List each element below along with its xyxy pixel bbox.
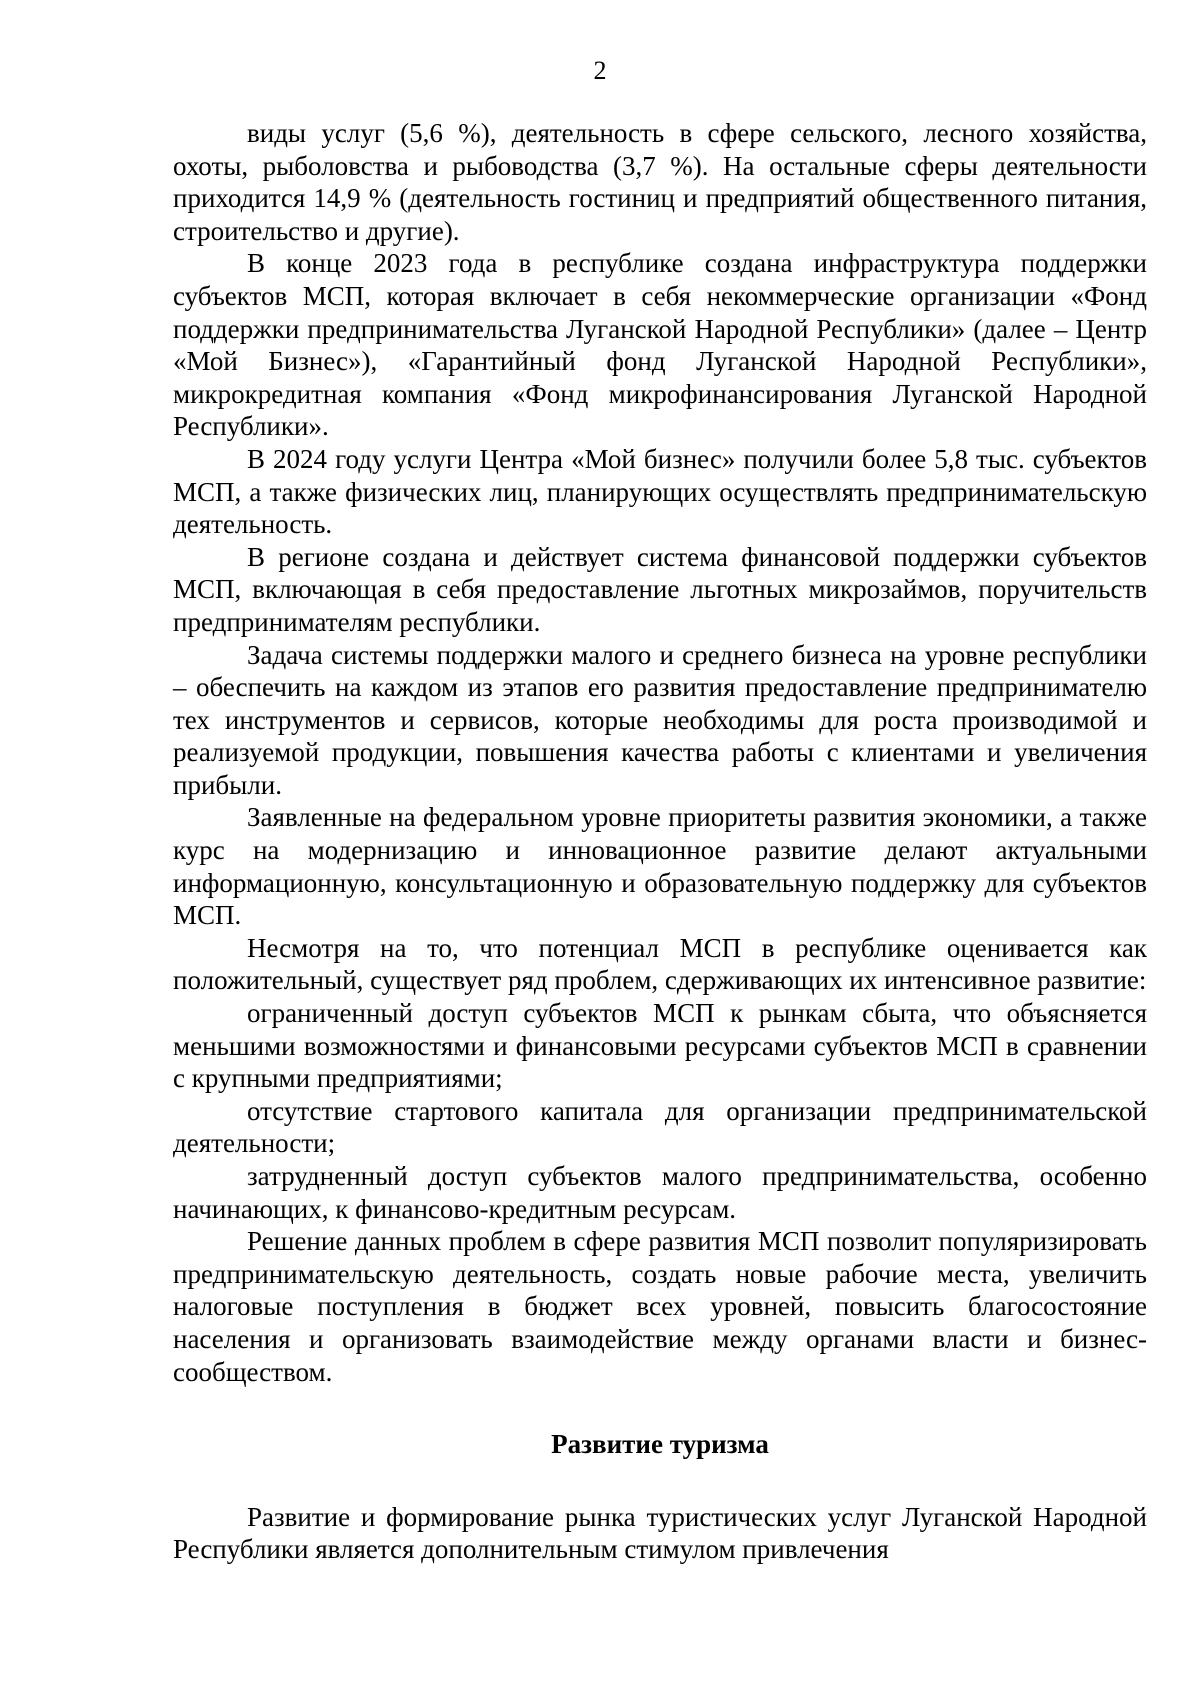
page-number: 2 (593, 56, 607, 85)
paragraph: Заявленные на федеральном уровне приоритеты развития экономики, а также курс на модернизацию и инновационное развитие делают актуальными информационную, консультационную и образовательную поддержку для субъектов МСП. (173, 802, 1147, 931)
section-heading: Развитие туризма (551, 1429, 769, 1460)
paragraph: В регионе создана и действует система финансовой поддержки субъектов МСП, включающая в себя предоставление льготных микрозаймов, поручительств предпринимателям республики. (173, 541, 1147, 637)
list-item: отсутствие стартового капитала для организации предпринимательской деятельности; (173, 1095, 1147, 1159)
document-body (173, 117, 1147, 1566)
paragraph: Решение данных проблем в сфере развития МСП позволит популяризировать предпринимательскую деятельность, создать новые рабочие места, увеличить налоговые поступления в бюджет всех уровней, повысить благосостояние населения и организовать взаимодействие между органами власти и бизнес-сообществом. (173, 1226, 1147, 1387)
paragraph: Задача системы поддержки малого и среднего бизнеса на уровне республики – обеспечить на каждом из этапов его развития предоставление предпринимателю тех инструментов и сервисов, которые необходимы для роста производимой и реализуемой продукции, повышения качества работы с клиентами и увеличения прибыли. (173, 639, 1147, 800)
paragraph: В конце 2023 года в республике создана инфраструктура поддержки субъектов МСП, которая включает в себя некоммерческие организации «Фонд поддержки предпринимательства Луганской Народной Республики» (далее – Центр «Мой Бизнес»), «Гарантийный фонд Луганской Народной Республики», микрокредитная компания «Фонд микрофинансирования Луганской Народной Республики». (173, 248, 1147, 442)
paragraph: виды услуг (5,6 %), деятельность в сфере сельского, лесного хозяйства, охоты, рыболовства и рыбоводства (3,7 %). На остальные сферы деятельности приходится 14,9 % (деятельность гостиниц и предприятий общественного питания, строительство и другие). (173, 118, 1147, 246)
paragraph: Развитие и формирование рынка туристических услуг Луганской Народной Республики является дополнительным стимулом привлечения (173, 1501, 1147, 1565)
list-item: затрудненный доступ субъектов малого предпринимательства, особенно начинающих, к финансово-кредитным ресурсам. (173, 1161, 1147, 1224)
list-item: ограниченный доступ субъектов МСП к рынкам сбыта, что объясняется меньшими возможностями и финансовыми ресурсами субъектов МСП в сравнении с крупными предприятиями; (173, 998, 1147, 1094)
paragraph: Несмотря на то, что потенциал МСП в республике оценивается как положительный, существует ряд проблем, сдерживающих их интенсивное развитие: (173, 932, 1147, 996)
paragraph: В 2024 году услуги Центра «Мой бизнес» получили более 5,8 тыс. субъектов МСП, а также физических лиц, планирующих осуществлять предпринимательскую деятельность. (173, 443, 1147, 540)
